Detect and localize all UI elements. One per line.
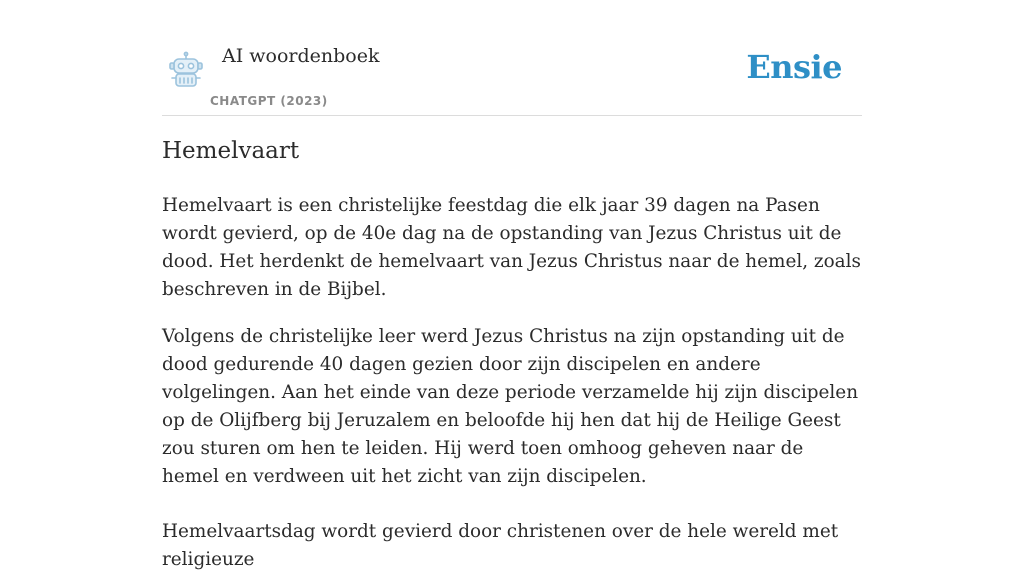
entry-paragraph: Hemelvaart is een christelijke feestdag die elk jaar 39 dagen na Pasen wordt gevierd, op de 40e dag na de opstanding van Jezus Christus uit de dood. Het herdenkt de hemelvaart van Jezus Christus naar de hemel, zoals beschreven in de Bijbel. <box>162 195 861 300</box>
entry-paragraph: Hemelvaartsdag wordt gevierd door christenen over de hele wereld met religieuze <box>162 521 839 570</box>
entry-headword: Hemelvaart <box>162 138 300 164</box>
robot-icon <box>166 52 206 90</box>
source-subtitle: CHATGPT (2023) <box>210 94 328 108</box>
brand-logo[interactable]: Ensie <box>746 48 842 86</box>
entry-content <box>162 192 862 574</box>
source-header <box>162 0 862 116</box>
page <box>162 0 862 570</box>
source-title[interactable]: AI woordenboek <box>222 45 380 67</box>
entry-paragraph: Volgens de christelijke leer werd Jezus Christus na zijn opstanding uit de dood gedurende 40 dagen gezien door zijn discipelen en andere volgelingen. Aan het einde van deze periode verzamelde hij zijn discipelen op de Olijfberg bij Jeruzalem en beloofde hij hen dat hij de Heilige Geest zou sturen om hen te leiden. Hij werd toen omhoog geheven naar de hemel en verdween uit het zicht van zijn discipelen. <box>162 326 859 487</box>
